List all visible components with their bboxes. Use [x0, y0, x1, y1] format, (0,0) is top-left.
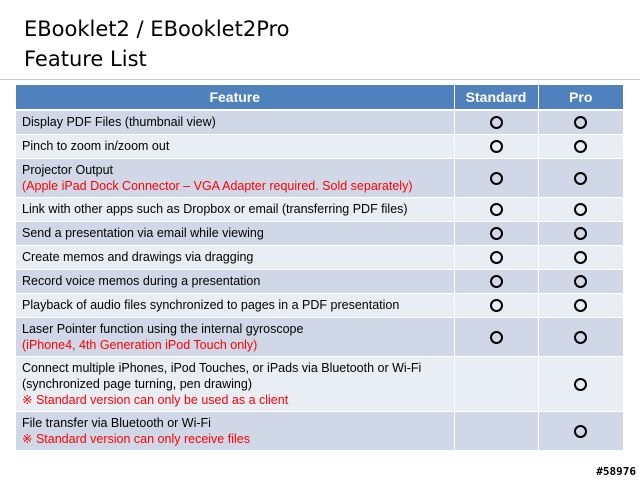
title-line-1: EBooklet2 / EBooklet2Pro	[24, 17, 290, 41]
supported-circle-icon	[490, 172, 503, 185]
pro-cell	[538, 356, 623, 411]
header-pro: Pro	[538, 85, 623, 110]
feature-table	[16, 85, 623, 451]
supported-circle-icon	[574, 299, 587, 312]
pro-cell	[538, 110, 623, 134]
feature-note: ※ Standard version can only be used as a client	[22, 392, 289, 407]
feature-cell	[16, 197, 454, 221]
feature-label: Display PDF Files (thumbnail view)	[22, 115, 216, 130]
supported-circle-icon	[574, 378, 587, 391]
feature-cell	[16, 356, 454, 411]
feature-label: Playback of audio files synchronized to pages in a PDF presentation	[22, 298, 400, 312]
supported-circle-icon	[574, 251, 587, 264]
supported-circle-icon	[574, 172, 587, 185]
pro-cell	[538, 293, 623, 317]
pro-cell	[538, 221, 623, 245]
pro-cell	[538, 158, 623, 197]
feature-label-continued: (synchronized page turning, pen drawing)	[22, 376, 252, 391]
feature-label: Laser Pointer function using the internal gyroscope	[22, 321, 304, 336]
supported-circle-icon	[490, 251, 503, 264]
supported-circle-icon	[574, 227, 587, 240]
supported-circle-icon	[574, 425, 587, 438]
header-standard: Standard	[454, 85, 538, 110]
feature-cell	[16, 221, 454, 245]
table-row	[16, 293, 623, 317]
supported-circle-icon	[490, 140, 503, 153]
feature-label: Record voice memos during a presentation	[22, 274, 261, 288]
supported-circle-icon	[574, 203, 587, 216]
table-row	[16, 356, 623, 411]
table-row	[16, 317, 623, 356]
supported-circle-icon	[490, 275, 503, 288]
table-row	[16, 269, 623, 293]
supported-circle-icon	[490, 203, 503, 216]
feature-note: (iPhone4, 4th Generation iPod Touch only)	[22, 337, 258, 352]
title-line-2: Feature List	[24, 47, 147, 71]
supported-circle-icon	[574, 116, 587, 129]
pro-cell	[538, 317, 623, 356]
standard-cell	[454, 356, 538, 411]
table-header-row	[16, 85, 623, 110]
standard-cell	[454, 411, 538, 450]
pro-cell	[538, 245, 623, 269]
table-row	[16, 158, 623, 197]
feature-label: File transfer via Bluetooth or Wi-Fi	[22, 415, 211, 430]
standard-cell	[454, 158, 538, 197]
standard-cell	[454, 317, 538, 356]
feature-cell	[16, 269, 454, 293]
supported-circle-icon	[490, 331, 503, 344]
feature-cell	[16, 245, 454, 269]
feature-cell	[16, 317, 454, 356]
supported-circle-icon	[490, 116, 503, 129]
feature-label: Connect multiple iPhones, iPod Touches, or iPads via Bluetooth or Wi-Fi	[22, 360, 422, 375]
feature-label: Create memos and drawings via dragging	[22, 250, 254, 264]
feature-label: Link with other apps such as Dropbox or email (transferring PDF files)	[22, 202, 408, 216]
supported-circle-icon	[490, 299, 503, 312]
standard-cell	[454, 269, 538, 293]
standard-cell	[454, 134, 538, 158]
supported-circle-icon	[574, 275, 587, 288]
feature-cell	[16, 110, 454, 134]
supported-circle-icon	[574, 140, 587, 153]
table-row	[16, 245, 623, 269]
table-row	[16, 110, 623, 134]
standard-cell	[454, 221, 538, 245]
header-feature: Feature	[16, 85, 454, 110]
feature-label: Projector Output	[22, 162, 114, 177]
supported-circle-icon	[574, 331, 587, 344]
supported-circle-icon	[490, 227, 503, 240]
feature-label: Pinch to zoom in/zoom out	[22, 139, 170, 153]
table-row	[16, 134, 623, 158]
feature-cell	[16, 134, 454, 158]
watermark: #58976	[596, 465, 636, 478]
table-row	[16, 221, 623, 245]
table-row	[16, 411, 623, 450]
feature-note: ※ Standard version can only receive files	[22, 431, 250, 446]
standard-cell	[454, 293, 538, 317]
pro-cell	[538, 134, 623, 158]
feature-cell	[16, 411, 454, 450]
table-body	[16, 110, 623, 450]
feature-cell	[16, 158, 454, 197]
feature-cell	[16, 293, 454, 317]
pro-cell	[538, 411, 623, 450]
standard-cell	[454, 245, 538, 269]
feature-note: (Apple iPad Dock Connector – VGA Adapter required. Sold separately)	[22, 178, 413, 193]
pro-cell	[538, 197, 623, 221]
pro-cell	[538, 269, 623, 293]
title-divider	[0, 79, 640, 80]
table-row	[16, 197, 623, 221]
standard-cell	[454, 197, 538, 221]
feature-label: Send a presentation via email while viewing	[22, 226, 264, 240]
standard-cell	[454, 110, 538, 134]
page-title	[24, 14, 290, 74]
